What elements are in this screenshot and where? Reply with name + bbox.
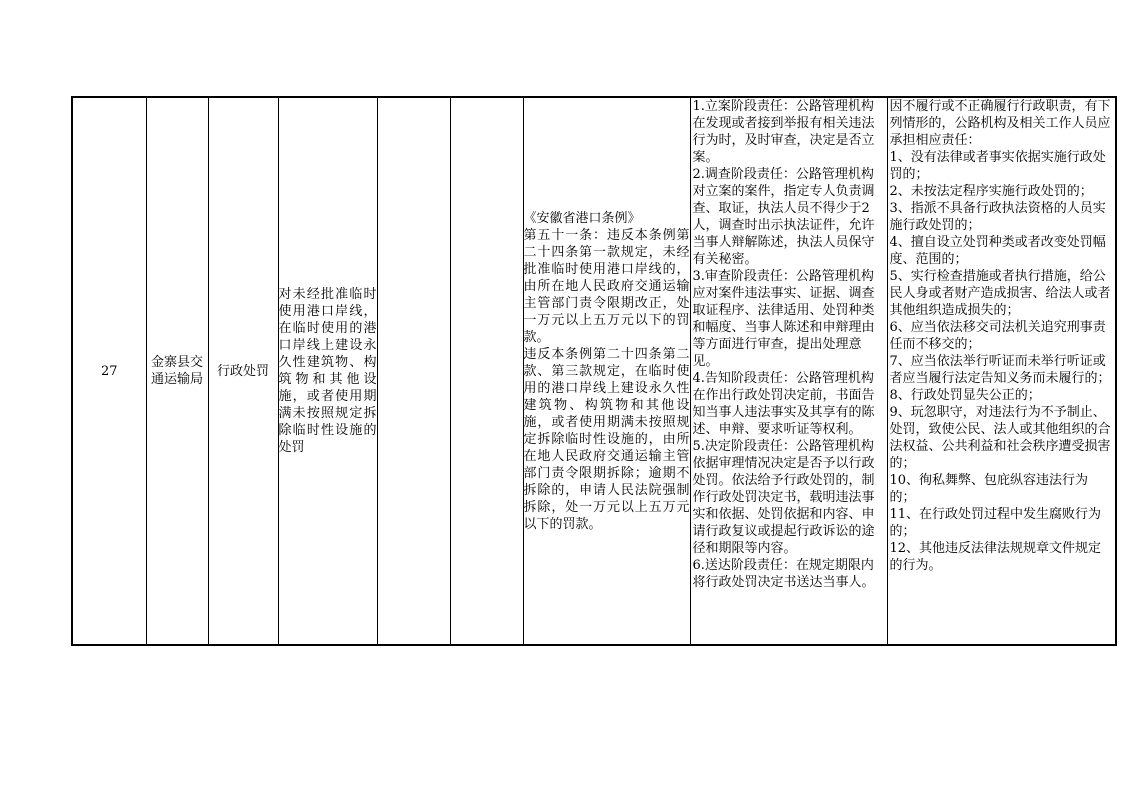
accountability-item: 10、徇私舞弊、包庇纵容违法行为的；: [889, 473, 1089, 505]
power-item-name: 对未经批准临时使用港口岸线，在临时使用的港口岸线上建设永久性建筑物、构筑物和其他设施，或者使用期满未按照规定拆除临时性设施的处罚: [278, 287, 377, 455]
accountability-item: 7、应当依法举行听证而未举行听证或者应当履行法定告知义务而未履行的；: [889, 354, 1111, 386]
accountability-item: 1、没有法律或者事实依据实施行政处罚的；: [889, 150, 1106, 182]
seq-number: 27: [100, 363, 118, 379]
accountability-item: 8、行政处罚显失公正的；: [889, 388, 1041, 403]
accountability-item: 12、其他违反法律法规规章文件规定的行为。: [889, 541, 1102, 573]
item-name-cell: [278, 97, 377, 645]
power-list-table: [71, 96, 1117, 646]
accountability-item: 3、指派不具备行政执法资格的人员实施行政处罚的；: [889, 201, 1106, 233]
accountability-item: 因不履行或不正确履行行政职责，有下列情形的，公路机构及相关工作人员应承担相应责任：: [889, 99, 1111, 148]
power-category: 行政处罚: [216, 363, 269, 379]
seq-cell: [72, 97, 146, 645]
basis-paragraph: 《安徽省港口条例》: [523, 210, 641, 226]
basis-paragraph: 违反本条例第二十四条第二款、第三款规定，在临时使用的港口岸线上建设永久性建筑物、构筑物和其他设施，或者使用期满未按照规定拆除临时性设施的，由所在地人民政府交通运输主管部门责令限期拆除；逾期不拆除的，申请人民法院强制拆除，处一万元以上五万元以下的罚款。: [523, 346, 690, 532]
responsibility-item: 2.调查阶段责任：公路管理机构对立案的案件，指定专人负责调查、取证，执法人员不得少于2人，调查时出示执法证件，允许当事人辩解陈述，执法人员保守有关秘密。: [692, 167, 875, 267]
table-row: [72, 97, 1116, 645]
accountability-item: 4、擅自设立处罚种类或者改变处罚幅度、范围的；: [889, 235, 1106, 267]
responsibility-item: 5.决定阶段责任：公路管理机构依据审理情况决定是否予以行政处罚。依法给予行政处罚的，制作行政处罚决定书，载明违法事实和依据、处罚依据和内容、申请行政复议或提起行政诉讼的途径和期限等内容。: [692, 439, 875, 556]
accountability-item: 6、应当依法移交司法机关追究刑事责任而不移交的；: [889, 320, 1106, 352]
category-cell: [208, 97, 278, 645]
accountability-text: [888, 98, 1116, 644]
sub-item-cell: [377, 97, 450, 645]
responsibility-item: 4.告知阶段责任：公路管理机构在作出行政处罚决定前，书面告知当事人违法事实及其享有的陈述、申辩、要求听证等权利。: [692, 371, 875, 437]
responsibility-cell: [690, 97, 887, 645]
responsibility-item: 6.送达阶段责任：在规定期限内将行政处罚决定书送达当事人。: [692, 558, 875, 590]
responsibility-item: 1.立案阶段责任：公路管理机构在发现或者接到举报有相关违法行为时，及时审查，决定是否立案。: [692, 99, 875, 165]
basis-paragraph: 第五十一条：违反本条例第二十四条第一款规定，未经批准临时使用港口岸线的，由所在地人民政府交通运输主管部门责令限期改正，处一万元以上五万元以下的罚款。: [523, 227, 690, 345]
responsibility-item: 3.审查阶段责任：公路管理机构应对案件违法事实、证据、调查取证程序、法律适用、处罚种类和幅度、当事人陈述和申辩理由等方面进行审查，提出处理意见。: [692, 269, 875, 369]
accountability-item: 9、玩忽职守，对违法行为不予制止、处罚，致使公民、法人或其他组织的合法权益、公共利益和社会秩序遭受损害的；: [889, 405, 1111, 471]
accountability-item: 2、未按法定程序实施行政处罚的；: [889, 184, 1093, 199]
code-cell: [450, 97, 523, 645]
basis-cell: [523, 97, 690, 645]
accountability-item: 11、在行政处罚过程中发生腐败行为的；: [889, 507, 1102, 539]
department-cell: [146, 97, 208, 645]
accountability-cell: [887, 97, 1116, 645]
responsibility-text: [691, 98, 887, 644]
accountability-item: 5、实行检查措施或者执行措施，给公民人身或者财产造成损害、给法人或者其他组织造成损失的；: [889, 269, 1111, 318]
department-name: 金寨县交通运输局: [150, 355, 203, 387]
